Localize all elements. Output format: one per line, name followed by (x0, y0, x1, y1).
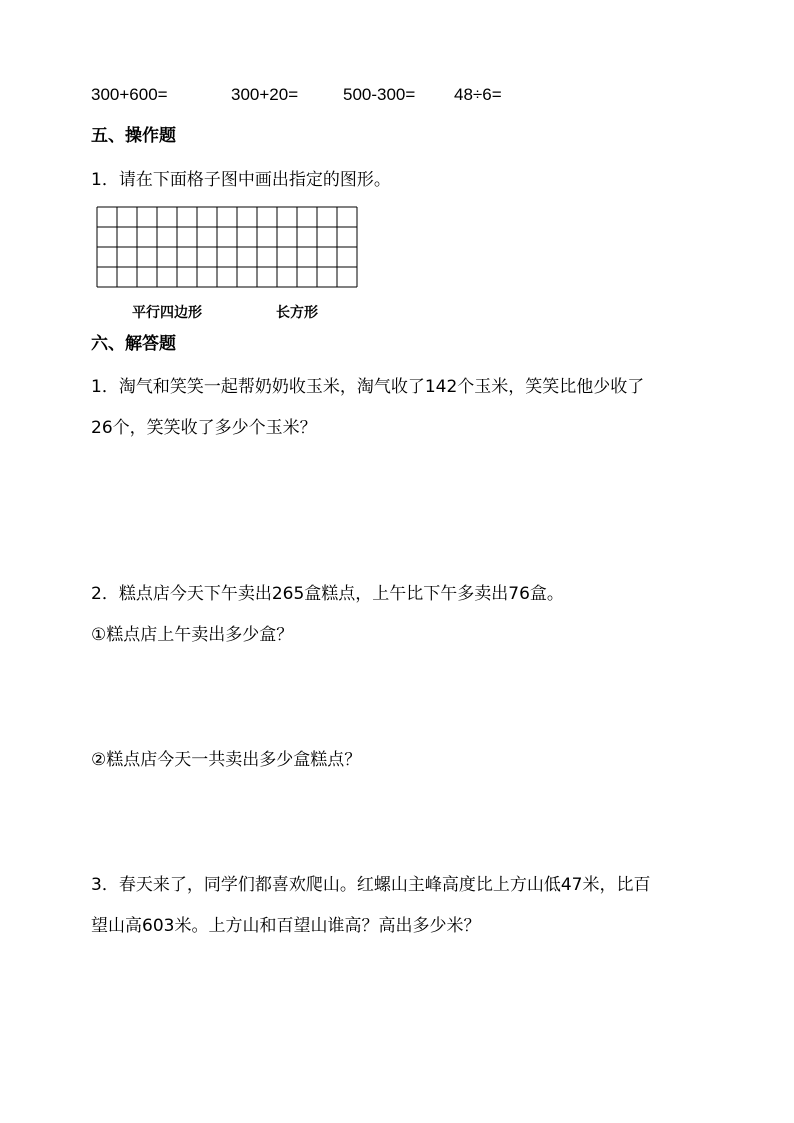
arithmetic-item: 500-300= (343, 85, 416, 104)
question-6-3-line2: 望山高603米。上方山和百望山谁高？高出多少米？ (91, 916, 481, 936)
question-6-1-line1: 1．淘气和笑笑一起帮奶奶收玉米，淘气收了142个玉米，笑笑比他少收了 (91, 377, 645, 397)
grid-svg (96, 206, 358, 292)
section-heading-word-problems: 六、解答题 (91, 334, 176, 354)
arithmetic-item: 48÷6= (454, 85, 502, 104)
question-5-1: 1．请在下面格子图中画出指定的图形。 (91, 170, 391, 190)
question-6-2-sub2: ②糕点店今天一共卖出多少盒糕点？ (91, 750, 362, 770)
question-6-3-line1: 3．春天来了，同学们都喜欢爬山。红螺山主峰高度比上方山低47米，比百 (91, 875, 651, 895)
grid-label-parallelogram: 平行四边形 (132, 305, 202, 321)
question-6-2-sub1: ①糕点店上午卖出多少盒？ (91, 625, 294, 645)
arithmetic-item: 300+20= (231, 85, 299, 104)
section-heading-operation: 五、操作题 (91, 126, 176, 146)
grid-label-rectangle: 长方形 (276, 305, 318, 321)
question-6-2: 2．糕点店今天下午卖出265盒糕点，上午比下午多卖出76盒。 (91, 584, 564, 604)
drawing-grid (96, 206, 358, 296)
arithmetic-item: 300+600= (91, 85, 168, 104)
question-6-1-line2: 26个，笑笑收了多少个玉米？ (91, 418, 317, 438)
